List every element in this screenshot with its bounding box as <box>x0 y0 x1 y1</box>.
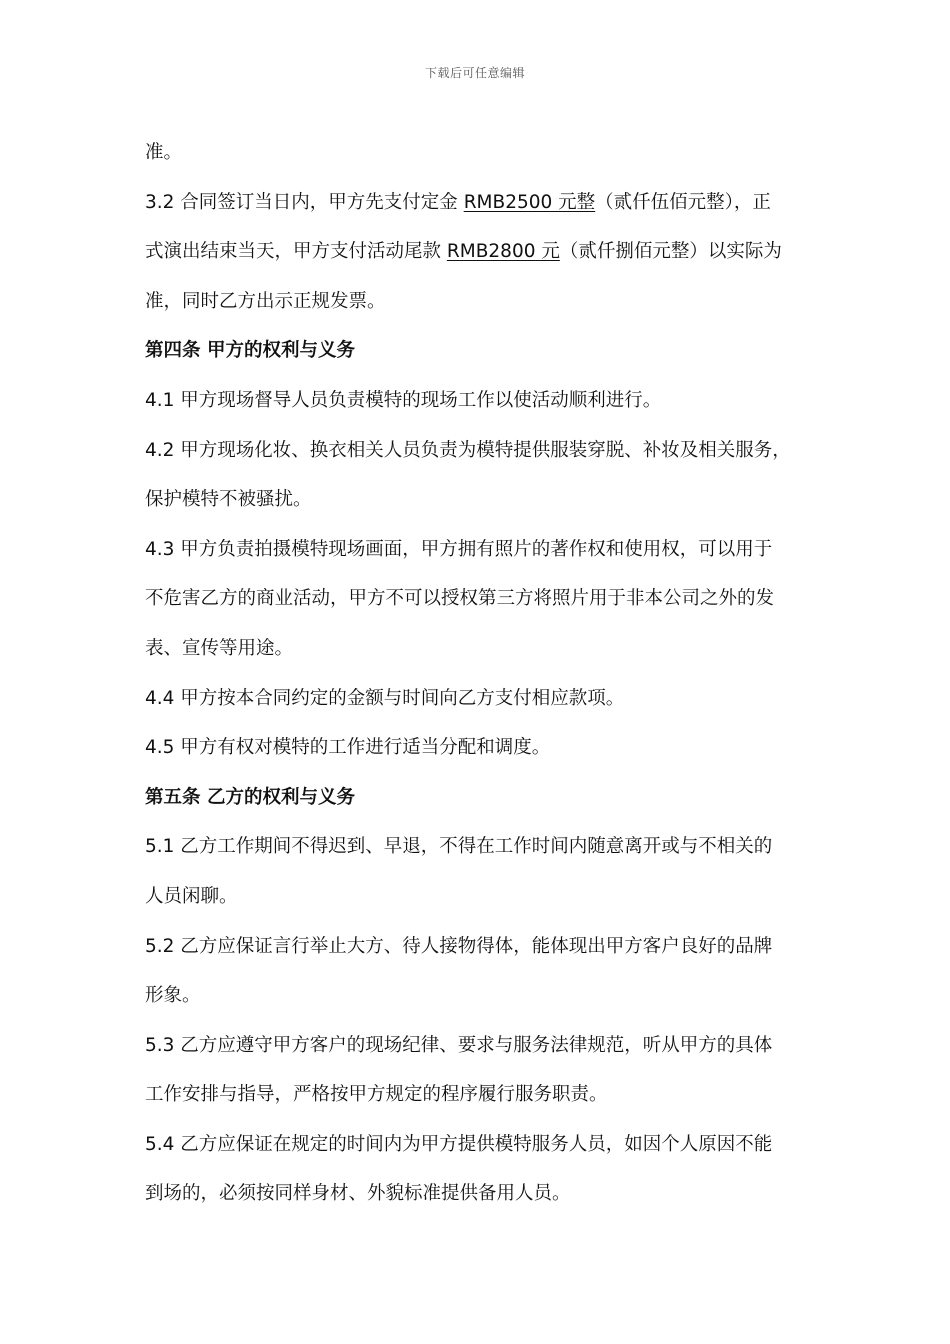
paragraph-line: 工作安排与指导，严格按甲方规定的程序履行服务职责。 <box>145 1084 608 1106</box>
page-header: 下载后可任意编辑 <box>424 66 525 80</box>
paragraph-line: 不危害乙方的商业活动，甲方不可以授权第三方将照片用于非本公司之外的发 <box>145 588 775 610</box>
paragraph-line: 人员闲聊。 <box>145 885 238 907</box>
clause-text: （贰仟伍佰元整），正 <box>595 191 771 213</box>
section-heading-article-5: 第五条 乙方的权利与义务 <box>145 786 355 808</box>
paragraph-line: 准。 <box>145 142 183 163</box>
paragraph-line: 到场的，必须按同样身材、外貌标准提供备用人员。 <box>145 1183 571 1205</box>
clause-text: （贰仟捌佰元整）以实际为 <box>559 241 782 263</box>
section-heading-article-4: 第四条 甲方的权利与义务 <box>145 340 355 362</box>
paragraph-line: 4.3 甲方负责拍摄模特现场画面，甲方拥有照片的著作权和使用权，可以用于 <box>145 538 773 560</box>
paragraph-line: 4.1 甲方现场督导人员负责模特的现场工作以使活动顺利进行。 <box>145 389 662 411</box>
clause-text: 3.2 合同签订当日内，甲方先支付定金 <box>145 191 464 213</box>
paragraph-line: 形象。 <box>145 985 201 1007</box>
paragraph-line: 5.1 乙方工作期间不得迟到、早退，不得在工作时间内随意离开或与不相关的 <box>145 836 773 858</box>
final-payment-amount: RMB2800 元 <box>446 241 560 263</box>
document-body <box>145 128 805 1219</box>
deposit-amount: RMB2500 元整 <box>463 191 596 213</box>
paragraph-line: 4.4 甲方按本合同约定的金额与时间向乙方支付相应款项。 <box>145 687 625 709</box>
paragraph-line: 4.5 甲方有权对模特的工作进行适当分配和调度。 <box>145 737 551 759</box>
paragraph-line: 准，同时乙方出示正规发票。 <box>145 290 386 312</box>
paragraph-line: 4.2 甲方现场化妆、换衣相关人员负责为模特提供服装穿脱、补妆及相关服务， <box>145 439 791 461</box>
paragraph-line: 5.2 乙方应保证言行举止大方、待人接物得体，能体现出甲方客户良好的品牌 <box>145 935 773 957</box>
paragraph-line: 保护模特不被骚扰。 <box>145 489 312 511</box>
paragraph-line: 5.3 乙方应遵守甲方客户的现场纪律、要求与服务法律规范，听从甲方的具体 <box>145 1034 773 1056</box>
clause-3-2-line-2 <box>145 227 805 277</box>
clause-text: 式演出结束当天，甲方支付活动尾款 <box>145 241 447 263</box>
clause-3-2-line-1 <box>145 178 805 228</box>
paragraph-line: 表、宣传等用途。 <box>145 637 294 659</box>
paragraph-line: 5.4 乙方应保证在规定的时间内为甲方提供模特服务人员，如因个人原因不能 <box>145 1133 773 1155</box>
